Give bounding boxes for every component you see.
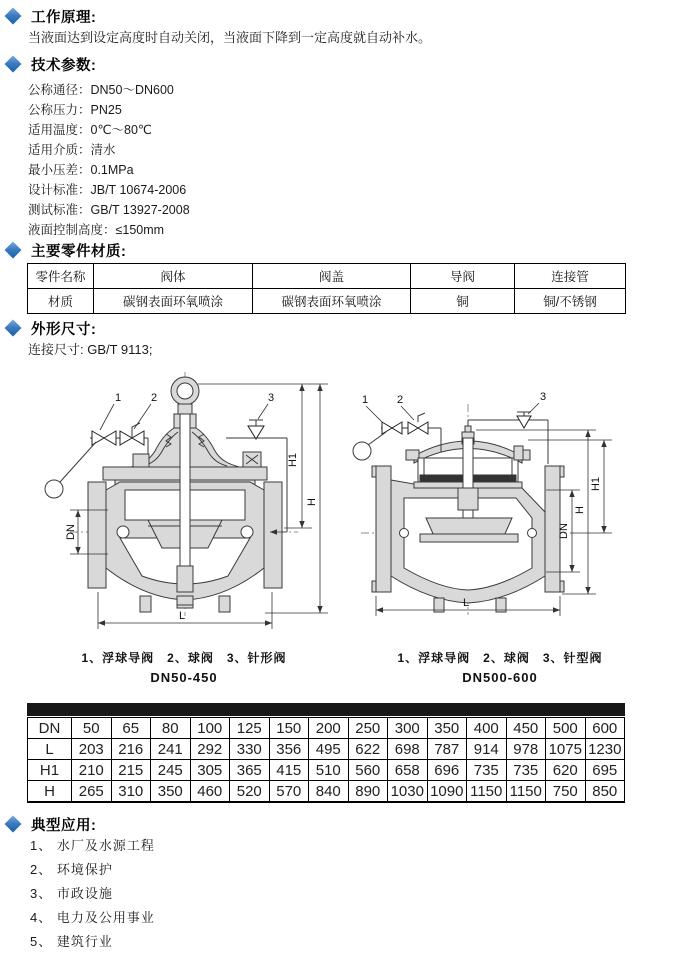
dim-row-h [28,781,625,803]
dim-label-dn: DN [65,524,77,540]
diamond-bullet-icon [5,320,22,337]
table-cell: 1030 [388,781,428,803]
section-heading-materials [3,240,681,260]
figures-row [30,370,681,685]
section-heading-params [3,54,681,74]
table-cell: 520 [230,781,270,803]
table-cell: 510 [309,760,349,781]
table-cell: 560 [348,760,388,781]
dim-label-h1: H1 [590,476,602,492]
table-cell: 100 [190,718,230,739]
table-header-bar [27,703,625,716]
dim-label-h: H [306,498,318,506]
table-cell: 1075 [546,739,586,760]
section-title-params: 技术参数: [31,57,97,74]
table-cell: 50 [72,718,112,739]
table-cell: 850 [585,781,625,803]
materials-header-row [28,264,626,289]
list-item: 适用温度：0℃～80℃ [28,123,152,137]
table-cell: 铜/不锈钢 [515,289,626,314]
table-cell: 零件名称 [28,264,94,289]
valve-body [88,414,282,612]
figure-dn500-600 [346,370,654,685]
part-label-1: 1 [362,394,369,406]
table-cell: 碳钢表面环氧喷涂 [253,289,411,314]
list-item: 设计标准：JB/T 10674-2006 [28,183,187,197]
dim-row-h1 [28,760,625,781]
dim-label-dn: DN [558,523,570,539]
section-title-applications: 典型应用: [31,817,97,834]
float-ball-icon [45,480,63,498]
figure-legend: 1、浮球导阀 2、球阀 3、针型阀 [397,651,603,665]
list-item: 适用介质：清水 [28,143,116,157]
table-cell: 698 [388,739,428,760]
part-label-3: 3 [268,392,275,404]
table-cell: 914 [467,739,507,760]
table-cell: 840 [309,781,349,803]
part-label-2: 2 [151,392,158,404]
table-cell: 阀体 [94,264,253,289]
table-cell: 356 [269,739,309,760]
table-cell: 1090 [427,781,467,803]
table-cell: 210 [72,760,112,781]
table-cell: 250 [348,718,388,739]
table-cell: 350 [427,718,467,739]
list-item: 液面控制高度：≤150mm [28,223,165,237]
table-cell: 350 [151,781,191,803]
tech-params-list [28,80,681,240]
section-title-materials: 主要零件材质: [31,243,127,260]
table-cell: H [28,781,72,803]
table-cell: 245 [151,760,191,781]
table-cell: L [28,739,72,760]
table-cell: 460 [190,781,230,803]
table-cell: 碳钢表面环氧喷涂 [94,289,253,314]
table-cell: 750 [546,781,586,803]
table-cell: 215 [111,760,151,781]
table-cell: 787 [427,739,467,760]
list-item: 公称通径：DN50～DN600 [28,83,174,97]
table-cell: 570 [269,781,309,803]
part-label-2: 2 [397,394,404,406]
table-cell: 495 [309,739,349,760]
materials-value-row [28,289,626,314]
table-cell: 80 [151,718,191,739]
table-cell: 150 [269,718,309,739]
list-item: 最小压差：0.1MPa [28,163,134,177]
table-cell: 696 [427,760,467,781]
table-cell: 200 [309,718,349,739]
table-cell: 450 [506,718,546,739]
section-title-principle: 工作原理: [31,9,97,26]
table-cell: 1230 [585,739,625,760]
needle-valve-3-icon [248,426,264,439]
table-cell: 365 [230,760,270,781]
table-cell: H1 [28,760,72,781]
table-cell: 连接管 [515,264,626,289]
table-cell: 305 [190,760,230,781]
table-cell: 241 [151,739,191,760]
table-cell: 735 [506,760,546,781]
applications-list [30,834,681,954]
table-cell: 622 [348,739,388,760]
table-cell: 292 [190,739,230,760]
figure-model: DN500-600 [462,670,538,685]
part-label-1: 1 [115,392,122,404]
dim-label-h: H [574,506,586,514]
dim-label-h1: H1 [287,452,299,468]
connection-standard-note: 连接尺寸: GB/T 9113; [28,342,153,357]
table-cell: 658 [388,760,428,781]
table-cell: DN [28,718,72,739]
table-cell: 300 [388,718,428,739]
section-heading-principle [3,6,681,26]
table-cell: 阀盖 [253,264,411,289]
table-cell: 330 [230,739,270,760]
table-cell: 415 [269,760,309,781]
bonnet [131,428,261,467]
valve-drawing-dn500-600 [346,370,651,640]
part-label-3: 3 [540,391,547,403]
dim-row-dn [28,718,625,739]
table-cell: 65 [111,718,151,739]
needle-valve-3-icon [517,416,531,428]
float-ball-assembly [353,432,386,460]
table-cell: 600 [585,718,625,739]
dim-label-l: L [178,610,186,622]
dimension-table-block [27,703,625,803]
table-cell: 1150 [506,781,546,803]
figure-dn50-450 [30,370,338,685]
float-ball-icon [353,442,371,460]
figure-model: DN50-450 [150,670,218,685]
section-heading-applications [3,814,681,834]
table-cell: 1150 [467,781,507,803]
dimension-table [27,717,625,803]
ball-valve-2-icon [408,422,428,434]
list-item: 4、 电力及公用事业 [30,910,155,925]
table-cell: 695 [585,760,625,781]
list-item: 公称压力：PN25 [28,103,122,117]
table-cell: 978 [506,739,546,760]
table-cell: 400 [467,718,507,739]
table-cell: 620 [546,760,586,781]
diamond-bullet-icon [5,56,22,73]
table-cell: 铜 [411,289,515,314]
table-cell: 导阀 [411,264,515,289]
diamond-bullet-icon [5,242,22,259]
dim-row-l [28,739,625,760]
table-cell: 216 [111,739,151,760]
dim-label-l: L [462,597,470,609]
table-cell: 890 [348,781,388,803]
table-cell: 735 [467,760,507,781]
list-item: 测试标准：GB/T 13927-2008 [28,203,190,217]
list-item: 2、 环境保护 [30,862,113,877]
materials-table [27,263,626,314]
diamond-bullet-icon [5,8,22,25]
table-cell: 500 [546,718,586,739]
list-item: 3、 市政设施 [30,886,113,901]
figure-legend: 1、浮球导阀 2、球阀 3、针形阀 [81,651,287,665]
list-item: 5、 建筑行业 [30,934,113,949]
section-title-dimensions: 外形尺寸: [31,321,97,338]
valve-drawing-dn50-450 [30,370,335,640]
table-cell: 310 [111,781,151,803]
diamond-bullet-icon [5,816,22,833]
table-cell: 125 [230,718,270,739]
principle-text: 当液面达到设定高度时自动关闭，当液面下降到一定高度就自动补水。 [28,30,432,45]
table-cell: 265 [72,781,112,803]
section-heading-dimensions [3,318,681,338]
table-cell: 材质 [28,289,94,314]
list-item: 1、 水厂及水源工程 [30,838,155,853]
table-cell: 203 [72,739,112,760]
